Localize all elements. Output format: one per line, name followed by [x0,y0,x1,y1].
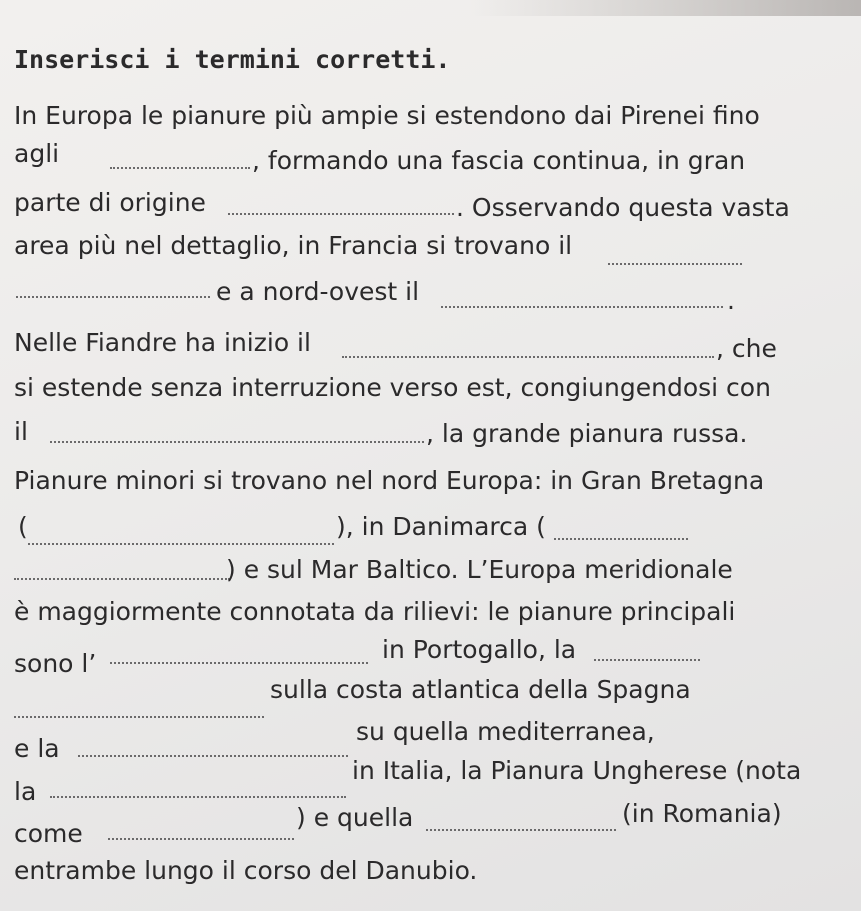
answer-blank[interactable] [108,838,294,840]
exercise-title: Inserisci i termini corretti. [14,45,451,74]
page-edge-shadow [470,0,861,16]
text-line: Nelle Fiandre ha inizio il [14,328,311,357]
answer-blank[interactable] [110,662,368,664]
answer-blank[interactable] [608,263,742,265]
answer-blank[interactable] [441,306,723,308]
text-line: ), in Danimarca ( [336,512,546,541]
text-line: parte di origine [14,188,206,217]
text-line: agli [14,139,60,168]
answer-blank[interactable] [14,716,264,718]
answer-blank[interactable] [342,356,714,358]
text-line: area più nel dettaglio, in Francia si trovano il [14,231,573,260]
text-line: e a nord-ovest il [216,277,420,306]
answer-blank[interactable] [50,796,346,798]
text-line: ) e quella [296,803,414,832]
text-line: e la [14,734,60,763]
text-line: . [727,286,735,315]
text-line: in Portogallo, la [382,635,577,664]
answer-blank[interactable] [14,578,230,580]
answer-blank[interactable] [16,296,210,298]
text-line: è maggiormente connotata da rilievi: le pianure principali [14,597,736,626]
answer-blank[interactable] [554,538,688,540]
answer-blank[interactable] [228,213,454,215]
text-line: la [14,777,37,806]
answer-blank[interactable] [78,755,348,757]
answer-blank[interactable] [110,167,250,169]
text-line: Pianure minori si trovano nel nord Europa: in Gran Bretagna [14,466,765,495]
text-line: ( [18,512,28,541]
text-line: , che [716,334,777,363]
text-line: . Osservando questa vasta [456,193,790,222]
text-line: , la grande pianura russa. [426,419,748,448]
text-line: il [14,417,28,446]
text-line: come [14,819,83,848]
text-line: in Italia, la Pianura Ungherese (nota [352,756,802,785]
text-line: , formando una fascia continua, in gran [252,146,746,175]
answer-blank[interactable] [28,543,334,545]
answer-blank[interactable] [426,829,616,831]
answer-blank[interactable] [594,659,700,661]
answer-blank[interactable] [50,441,424,443]
text-line: In Europa le pianure più ampie si estendono dai Pirenei fino [14,101,760,130]
text-line: entrambe lungo il corso del Danubio. [14,856,478,885]
text-line: sulla costa atlantica della Spagna [270,675,691,704]
text-line: ) e sul Mar Baltico. L’Europa meridionale [226,555,733,584]
text-line: si estende senza interruzione verso est, congiungendosi con [14,373,771,402]
text-line: su quella mediterranea, [356,717,655,746]
text-line: sono l’ [14,649,97,678]
text-line: (in Romania) [622,799,782,828]
